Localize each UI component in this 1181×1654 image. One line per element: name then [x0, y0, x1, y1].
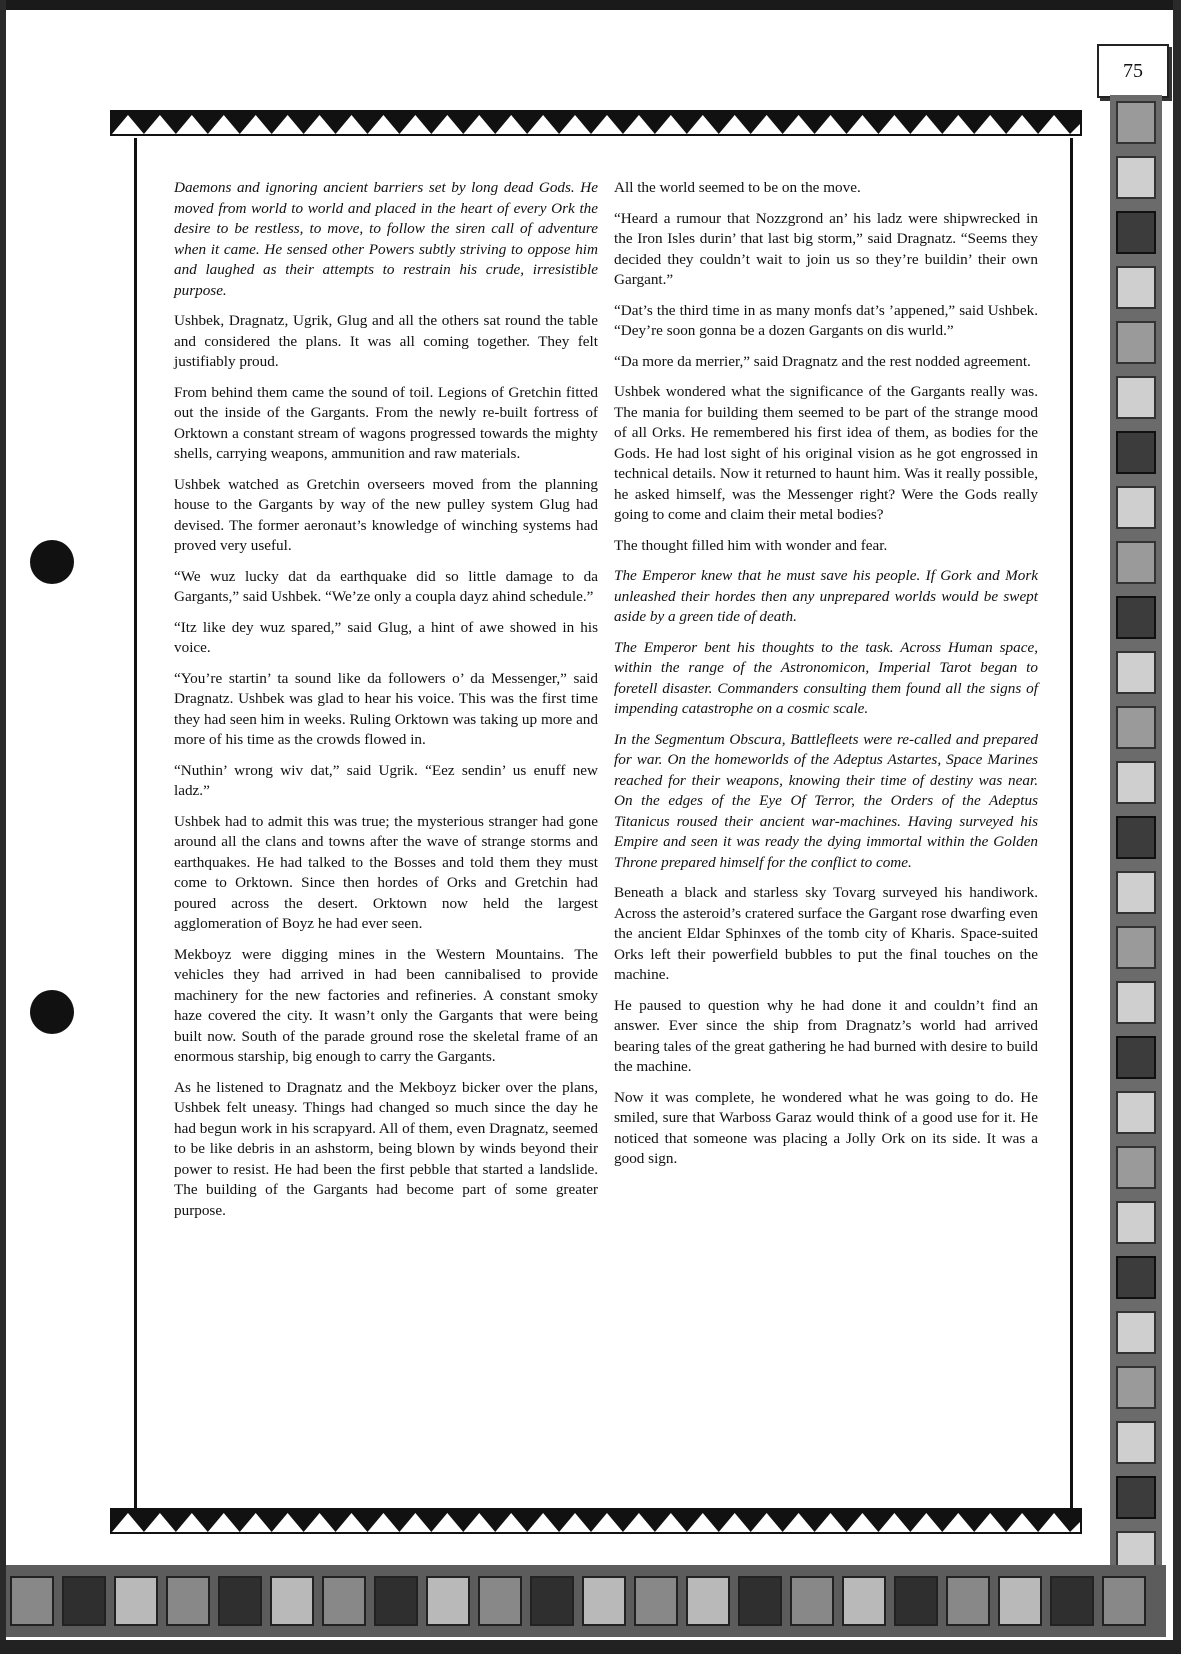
ork-glyph-icon: [530, 1576, 574, 1626]
paragraph: Beneath a black and starless sky Tovarg surveyed his handiwork. Across the asteroid’s cratered surface the Gargant rose dwarfing even the ancient Eldar Sphinxes of the tomb city of Kharis. Space-suited Orks left their powerfield bubbles to put the final touches on the machine.: [614, 884, 1038, 983]
ork-glyph-icon: [478, 1576, 522, 1626]
ork-glyph-icon: [1116, 431, 1156, 474]
ork-glyph-icon: [1116, 211, 1156, 254]
paragraph: Ushbek, Dragnatz, Ugrik, Glug and all the others sat round the table and considered the plans. It was all coming together. They felt justifiably proud.: [174, 312, 598, 370]
paragraph: From behind them came the sound of toil. Legions of Gretchin fitted out the inside of the Gargants. From the newly re-built fortress of Orktown a constant stream of wagons progressed towards the mighty shells, carrying weapons, ammunition and raw materials.: [174, 383, 598, 462]
paragraph: The thought filled him with wonder and fear.: [614, 536, 888, 554]
ork-glyph-icon: [114, 1576, 158, 1626]
ork-glyph-icon: [1116, 266, 1156, 309]
decorative-border-bottom: [6, 1565, 1166, 1637]
paragraph: “Da more da merrier,” said Dragnatz and the rest nodded agreement.: [614, 352, 1031, 370]
text-column-right: [614, 178, 1038, 1180]
paragraph: All the world seemed to be on the move.: [614, 179, 861, 196]
ork-glyph-icon: [894, 1576, 938, 1626]
arrow-glyph-icon: [1116, 1036, 1156, 1079]
paragraph: “You’re startin’ ta sound like da followers o’ da Messenger,” said Dragnatz. Ushbek was glad to hear his voice. This was the first time they had seen him in weeks. Ruling Orktown was taking up more and more of his time as the crowds flowed in.: [174, 669, 598, 748]
paragraph: “Itz like dey wuz spared,” said Glug, a hint of awe showed in his voice.: [174, 618, 598, 656]
paragraph: “Nuthin’ wrong wiv dat,” said Ugrik. “Eez sendin’ us enuff new ladz.”: [174, 761, 598, 799]
ork-glyph-icon: [998, 1576, 1042, 1626]
ork-glyph-icon: [62, 1576, 106, 1626]
arrow-glyph-icon: [1116, 596, 1156, 639]
paragraph: Mekboyz were digging mines in the Western Mountains. The vehicles they had arrived in had been cannibalised to provide machinery for the new factories and refineries. A constant smoky haze covered the city. It wasn’t only the Gargants that were being built now. South of the parade ground rose the skeletal frame of an enormous starship, big enough to carry the Gargants.: [174, 945, 598, 1065]
ork-glyph-icon: [1116, 1366, 1156, 1409]
ork-glyph-icon: [1116, 156, 1156, 199]
paragraph: “Dat’s the third time in as many monfs dat’s ’appened,” said Ushbek. “Dey’re soon gonna be a dozen Gargants on dis wurld.”: [614, 301, 1038, 339]
paragraph: “We wuz lucky dat da earthquake did so little damage to da Gargants,” said Ushbek. “We’ze only a coupla dayz ahind schedule.”: [174, 567, 598, 605]
ork-glyph-icon: [166, 1576, 210, 1626]
zigzag-border-top: [110, 110, 1082, 136]
paragraph: The Emperor knew that he must save his people. If Gork and Mork unleashed their hordes then any unprepared worlds would be swept aside by a green tide of death.: [614, 567, 1038, 625]
ork-glyph-icon: [218, 1576, 262, 1626]
ork-glyph-icon: [1116, 1146, 1156, 1189]
ork-glyph-icon: [1116, 1256, 1156, 1299]
page-number-text: 75: [1123, 59, 1143, 82]
paragraph: Daemons and ignoring ancient barriers set by long dead Gods. He moved from world to world and placed in the heart of every Ork the desire to be restless, to move, to follow the siren call of adventure when it came. He sensed other Powers subtly striving to oppose him and laughed as their attempts to restrain his crude, irresistible purpose.: [174, 179, 598, 299]
ork-glyph-icon: [426, 1576, 470, 1626]
scan-edge-bottom: [0, 1640, 1181, 1654]
ork-glyph-icon: [1116, 1201, 1156, 1244]
scan-edge-top: [0, 0, 1181, 10]
paragraph: Now it was complete, he wondered what he was going to do. He smiled, sure that Warboss Garaz would think of a good use for it. He noticed that someone was placing a Jolly Ork on its side. It was a good sign.: [614, 1088, 1038, 1167]
decorative-border-right: [1110, 95, 1162, 1580]
page-number: [1097, 44, 1169, 98]
ork-glyph-icon: [10, 1576, 54, 1626]
paragraph: He paused to question why he had done it and couldn’t find an answer. Ever since the ship from Dragnatz’s world had arrived bearing tales of the great gathering he had burned with desire to build the machine.: [614, 996, 1038, 1075]
ork-glyph-icon: [1116, 321, 1156, 364]
ork-glyph-icon: [322, 1576, 366, 1626]
ork-glyph-icon: [1116, 981, 1156, 1024]
bone-glyph-icon: [686, 1576, 730, 1626]
ork-glyph-icon: [270, 1576, 314, 1626]
paragraph: Ushbek wondered what the significance of the Gargants really was. The mania for building them seemed to be part of the strange mood of all Orks. He remembered his first idea of them, as bodies for the Gods. He had lost sight of his original vision as he got engrossed in technical details. Now it returned to haunt him. Was it really possible, he asked himself, was the Messenger right? Were the Gods really going to come and claim their metal bodies?: [614, 383, 1038, 523]
binder-hole-top: [30, 540, 74, 584]
binder-hole-bottom: [30, 990, 74, 1034]
ork-glyph-icon: [1116, 1311, 1156, 1354]
ork-glyph-icon: [1116, 651, 1156, 694]
ork-glyph-icon: [946, 1576, 990, 1626]
ork-glyph-icon: [374, 1576, 418, 1626]
ork-glyph-icon: [582, 1576, 626, 1626]
ork-glyph-icon: [1116, 816, 1156, 859]
paragraph: As he listened to Dragnatz and the Mekboyz bicker over the plans, Ushbek felt uneasy. Things had changed so much since the day he had begun work in his scrapyard. All of them, even Dragnatz, seemed to be like debris in an ashstorm, being blown by winds beyond their power to resist. He had been the first pebble that started a landslide. The building of the Gargants had become part of some greater purpose.: [174, 1078, 598, 1219]
ork-glyph-icon: [1116, 101, 1156, 144]
zigzag-border-bottom: [110, 1508, 1082, 1534]
ork-glyph-icon: [1116, 706, 1156, 749]
ork-glyph-icon: [738, 1576, 782, 1626]
scan-edge-left: [0, 0, 6, 1654]
ork-glyph-icon: [1116, 486, 1156, 529]
zigzag-pattern-icon: [112, 112, 1080, 134]
paragraph: Ushbek had to admit this was true; the mysterious stranger had gone around all the clans and towns after the wave of strange storms and earthquakes. He had talked to the Bosses and told them they must come to Orktown. Since then hordes of Orks and Gretchin had poured across the desert. Orktown now held the largest agglomeration of Boyz he had ever seen.: [174, 812, 598, 932]
paragraph: In the Segmentum Obscura, Battlefleets were re-called and prepared for war. On the homeworlds of the Adeptus Astartes, Space Marines reached for their weapons, knowing their time of destiny was near. On the edges of the Eye Of Terror, the Orders of the Adeptus Titanicus roused their ancient war-machines. Having surveyed his Empire and seen it was ready the dying immortal within the Golden Throne prepared himself for the conflict to come.: [614, 730, 1038, 871]
zigzag-pattern-icon: [112, 1510, 1080, 1532]
ork-glyph-icon: [1116, 871, 1156, 914]
paragraph: “Heard a rumour that Nozzgrond an’ his ladz were shipwrecked in the Iron Isles durin’ that last big storm,” said Dragnatz. “Seems they decided they couldn’t wait to join us so they’re buildin’ their own Gargant.”: [614, 209, 1038, 288]
ork-glyph-icon: [1116, 761, 1156, 804]
ork-glyph-icon: [1102, 1576, 1146, 1626]
text-column-left: [174, 178, 598, 1231]
paragraph: Ushbek watched as Gretchin overseers moved from the planning house to the Gargants by way of the new pulley system Glug had devised. The former aeronaut’s knowledge of winching systems had proved very useful.: [174, 475, 598, 554]
ork-glyph-icon: [790, 1576, 834, 1626]
ork-glyph-icon: [1116, 1476, 1156, 1519]
ork-glyph-icon: [1116, 376, 1156, 419]
ork-glyph-icon: [634, 1576, 678, 1626]
ork-glyph-icon: [842, 1576, 886, 1626]
ork-glyph-icon: [1050, 1576, 1094, 1626]
frame-line-right: [1070, 138, 1073, 1516]
ork-glyph-icon: [1116, 926, 1156, 969]
ork-glyph-icon: [1116, 1421, 1156, 1464]
scan-edge-right: [1173, 0, 1181, 1654]
paragraph: The Emperor bent his thoughts to the task. Across Human space, within the range of the Astronomicon, Imperial Tarot began to foretell disaster. Commanders consulting them found all the signs of impending catastrophe on a cosmic scale.: [614, 638, 1038, 717]
ork-glyph-icon: [1116, 1091, 1156, 1134]
ork-glyph-icon: [1116, 541, 1156, 584]
frame-line-left: [134, 138, 137, 1516]
